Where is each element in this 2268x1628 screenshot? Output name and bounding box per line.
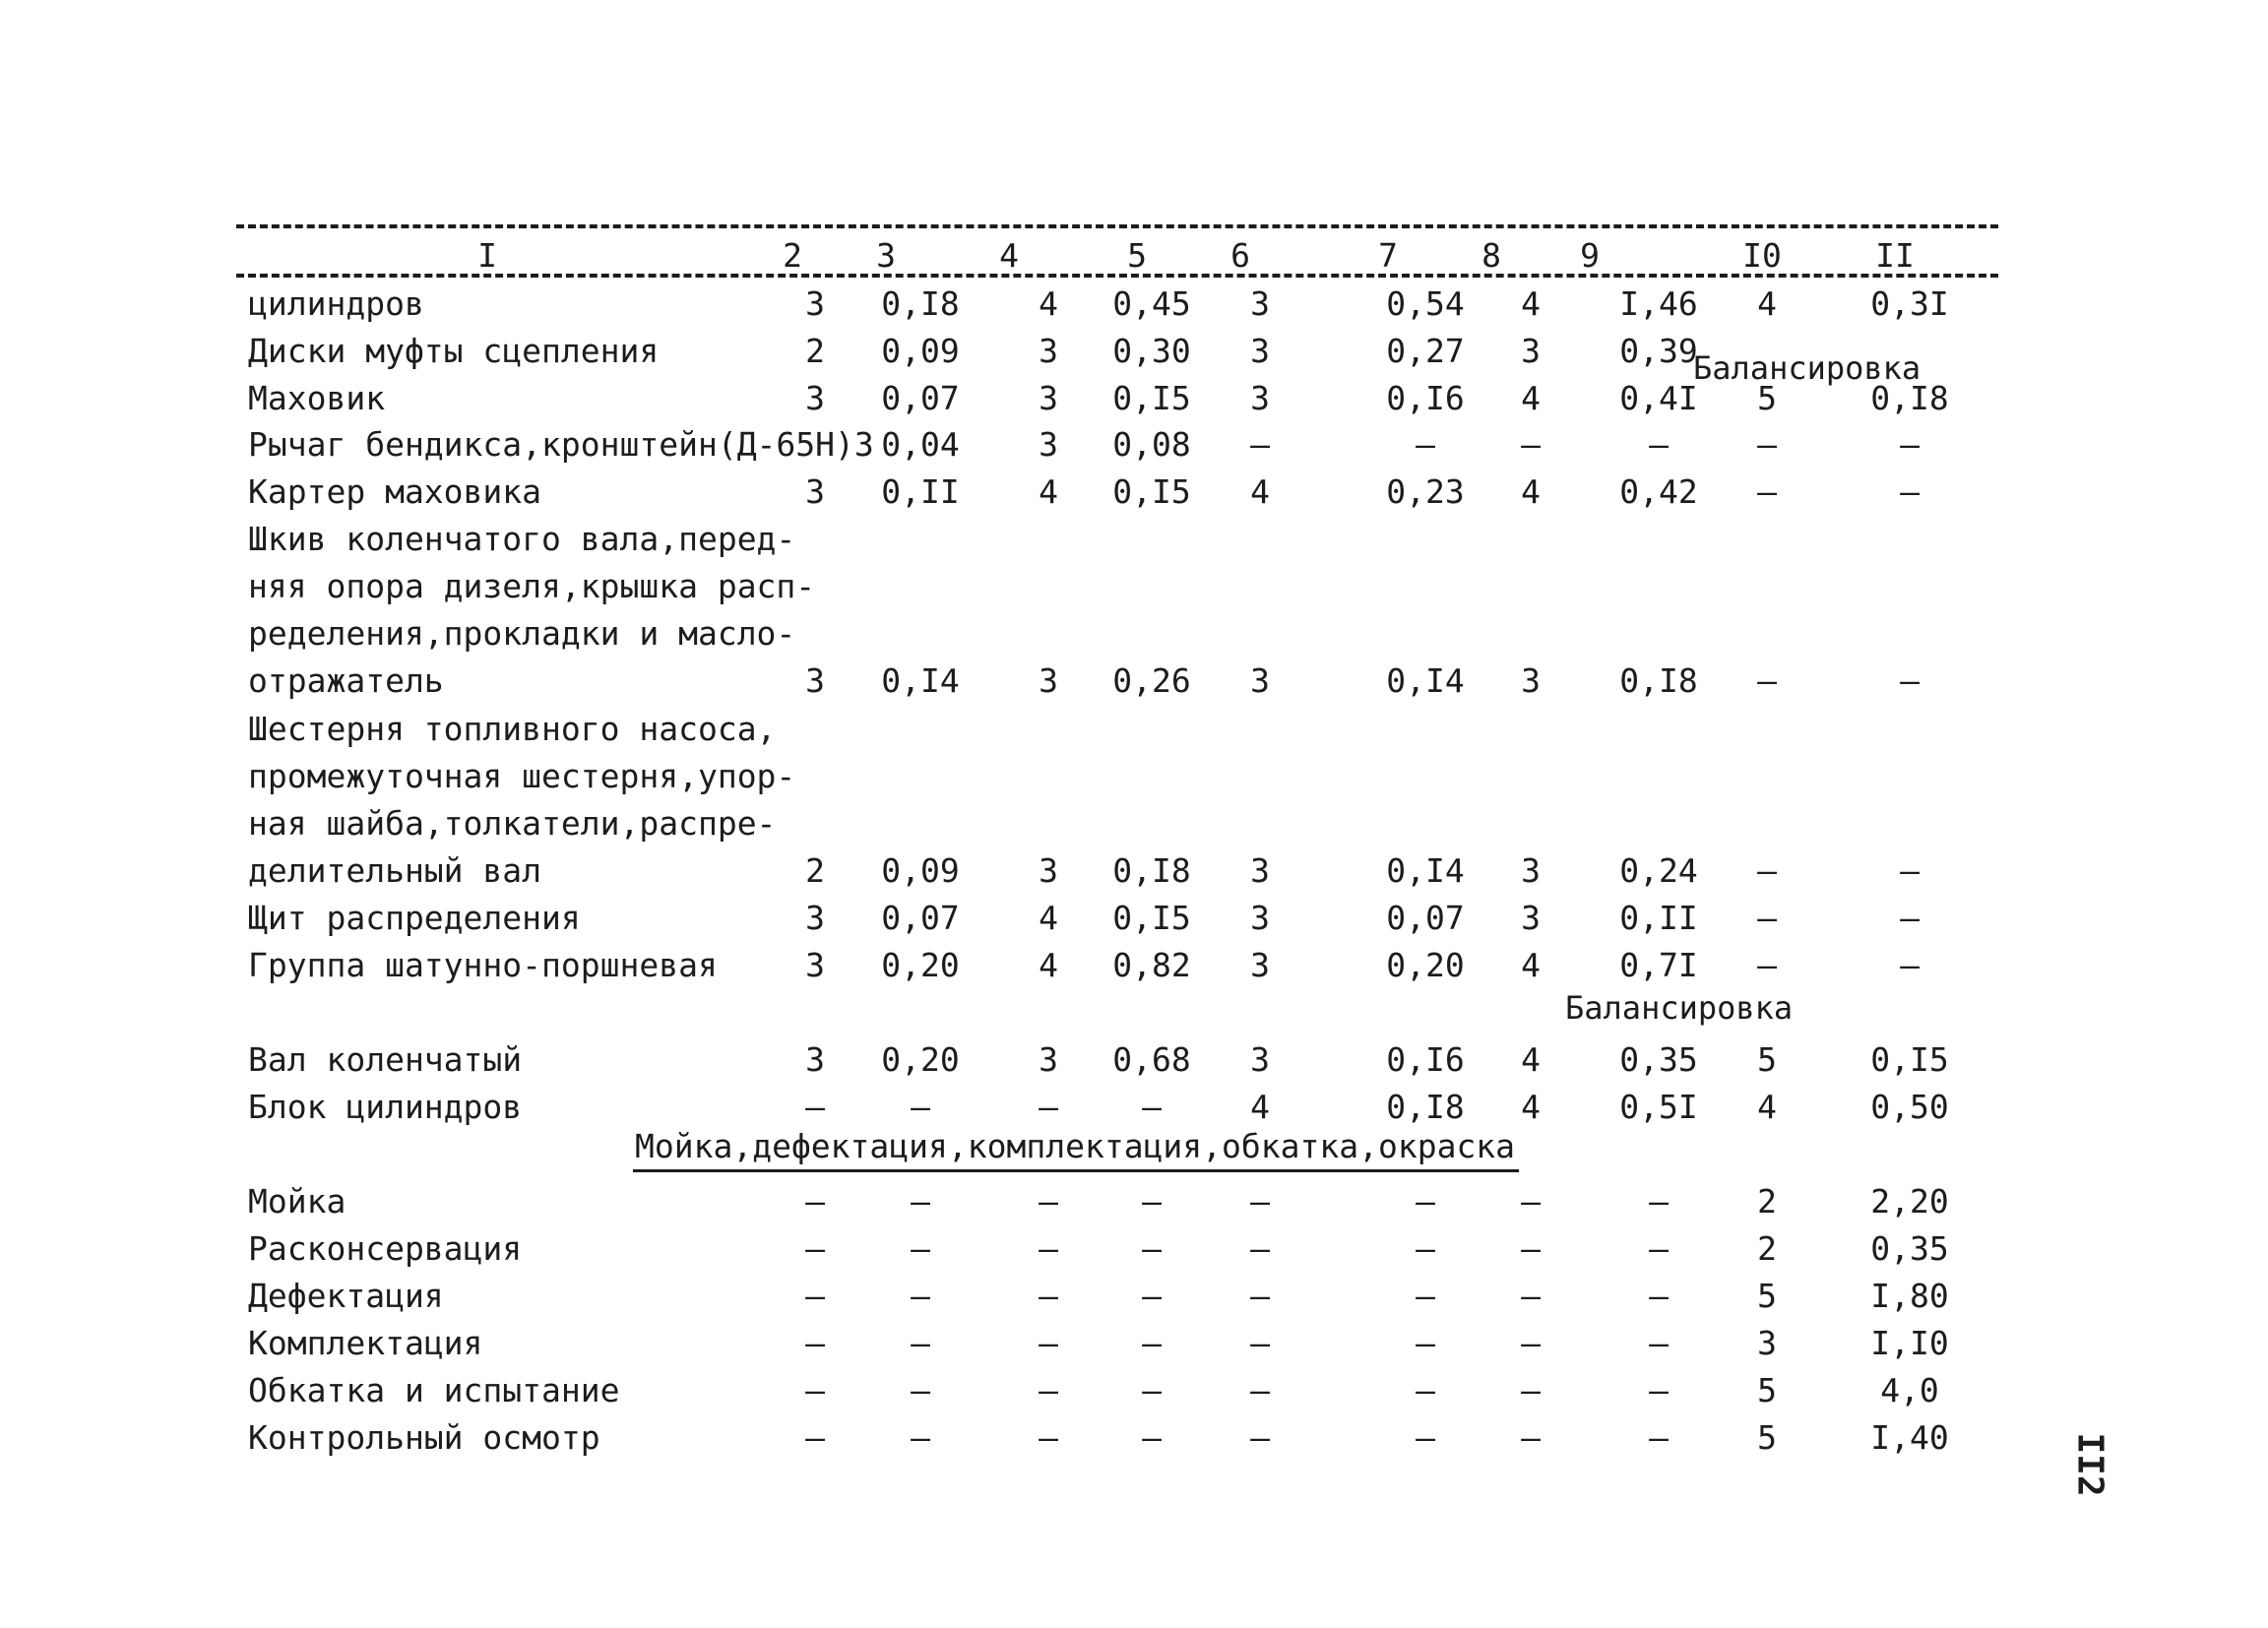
table-cell: 3 [805, 472, 825, 511]
table-cell: 4 [1250, 1088, 1270, 1126]
table-cell: 3 [1039, 425, 1058, 464]
table-cell: I,46 [1619, 284, 1698, 323]
table-cell: – [1250, 1229, 1270, 1268]
table-cell: 0,07 [881, 379, 960, 417]
table-cell: 0,I4 [881, 661, 960, 700]
table-cell: 0,7I [1619, 946, 1698, 984]
table-cell: 4 [1521, 472, 1541, 511]
table-cell: 3 [1250, 284, 1270, 323]
table-cell: 4 [1757, 1088, 1777, 1126]
table-cell: – [1250, 425, 1270, 464]
table-cell: 4 [1521, 284, 1541, 323]
table-top-rule [236, 224, 1998, 228]
table-cell: 4 [1039, 899, 1058, 937]
table-cell: 3 [1250, 899, 1270, 937]
table-cell: 3 [1039, 332, 1058, 370]
table-cell: – [1416, 1229, 1435, 1268]
table-cell: – [1416, 1371, 1435, 1409]
table-cell: – [1039, 1229, 1058, 1268]
header-bottom-rule [236, 274, 1998, 278]
page-number: II2 [2069, 1432, 2110, 1497]
table-cell: 0,68 [1112, 1040, 1191, 1079]
table-cell: 2 [805, 332, 825, 370]
table-cell: 0,45 [1112, 284, 1191, 323]
table-cell: – [1521, 1182, 1541, 1221]
table-cell: 0,20 [1386, 946, 1465, 984]
table-cell: 0,II [1619, 899, 1698, 937]
table-cell: – [1416, 1277, 1435, 1315]
table-cell: 0,09 [881, 332, 960, 370]
table-cell: 3 [805, 661, 825, 700]
row-label: Вал коленчатый [248, 1040, 523, 1079]
table-cell: 3 [1521, 661, 1541, 700]
table-cell: 0,3I [1870, 284, 1949, 323]
table-cell: 3 [1039, 851, 1058, 890]
table-cell: 0,4I [1619, 379, 1698, 417]
table-cell: – [1521, 425, 1541, 464]
table-cell: – [1900, 472, 1920, 511]
table-cell: – [1757, 946, 1777, 984]
table-cell: 0,20 [881, 1040, 960, 1079]
table-cell: 3 [1250, 661, 1270, 700]
table-cell: 3 [1757, 1324, 1777, 1362]
table-cell: – [1900, 851, 1920, 890]
table-cell: 0,I4 [1386, 851, 1465, 890]
table-cell: 3 [1039, 1040, 1058, 1079]
table-cell: 0,I5 [1112, 899, 1191, 937]
table-cell: 0,39 [1619, 332, 1698, 370]
table-cell: – [1521, 1371, 1541, 1409]
table-cell: 3 [1039, 379, 1058, 417]
table-cell: 2 [1757, 1182, 1777, 1221]
table-cell: 5 [1757, 1418, 1777, 1457]
table-cell: – [911, 1418, 930, 1457]
table-cell: – [1142, 1418, 1162, 1457]
table-cell: 5 [1757, 1277, 1777, 1315]
table-cell: – [1649, 425, 1669, 464]
table-cell: – [911, 1371, 930, 1409]
row-label: Контрольный осмотр [248, 1418, 600, 1457]
table-cell: – [805, 1229, 825, 1268]
table-cell: – [1757, 425, 1777, 464]
table-cell: – [1757, 472, 1777, 511]
table-cell: 3 [1521, 851, 1541, 890]
row-label: Маховик [248, 379, 386, 417]
table-cell: 4,0 [1880, 1371, 1939, 1409]
table-cell: 4 [1757, 284, 1777, 323]
table-cell: – [1521, 1229, 1541, 1268]
table-cell: – [1649, 1418, 1669, 1457]
table-cell: 3 [1250, 946, 1270, 984]
table-cell: 3 [805, 899, 825, 937]
header-cell: II [1875, 236, 1915, 275]
table-cell: 0,24 [1619, 851, 1698, 890]
header-cell: I [477, 236, 497, 275]
table-cell: 0,I4 [1386, 661, 1465, 700]
row-label: Щит распределения [248, 899, 581, 937]
table-cell: 0,50 [1870, 1088, 1949, 1126]
table-cell: 0,20 [881, 946, 960, 984]
row-label: промежуточная шестерня,упор- [248, 757, 796, 795]
table-cell: – [1521, 1324, 1541, 1362]
table-cell: 0,35 [1870, 1229, 1949, 1268]
table-cell: – [1039, 1418, 1058, 1457]
table-cell: – [1900, 425, 1920, 464]
table-cell: – [1757, 899, 1777, 937]
table-cell: – [1416, 1324, 1435, 1362]
table-cell: 0,35 [1619, 1040, 1698, 1079]
row-label: цилиндров [248, 284, 424, 323]
table-cell: – [1649, 1277, 1669, 1315]
table-cell: – [1649, 1324, 1669, 1362]
table-cell: – [1039, 1277, 1058, 1315]
header-cell: 9 [1580, 236, 1600, 275]
table-cell: – [911, 1229, 930, 1268]
table-cell: – [1416, 1418, 1435, 1457]
table-cell: – [911, 1182, 930, 1221]
table-cell: 0,07 [881, 899, 960, 937]
table-cell: – [1649, 1182, 1669, 1221]
table-cell: – [1039, 1088, 1058, 1126]
table-cell: 0,I6 [1386, 379, 1465, 417]
table-cell: – [1900, 946, 1920, 984]
table-cell: – [1142, 1088, 1162, 1126]
table-cell: 0,5I [1619, 1088, 1698, 1126]
table-cell: – [911, 1277, 930, 1315]
table-cell: 5 [1757, 1040, 1777, 1079]
table-cell: – [1039, 1182, 1058, 1221]
balancing-note: Балансировка [1565, 989, 1794, 1027]
table-cell: 4 [1039, 472, 1058, 511]
table-cell: – [1142, 1229, 1162, 1268]
table-cell: – [805, 1371, 825, 1409]
row-label: Диски муфты сцепления [248, 332, 660, 370]
row-label: Расконсервация [248, 1229, 523, 1268]
table-cell: – [1416, 1182, 1435, 1221]
table-cell: – [1649, 1371, 1669, 1409]
table-cell: 4 [1521, 946, 1541, 984]
table-cell: 2,20 [1870, 1182, 1949, 1221]
row-label: Комплектация [248, 1324, 483, 1362]
row-label: ределения,прокладки и масло- [248, 614, 796, 653]
table-cell: 0,I8 [1870, 379, 1949, 417]
table-cell: 0,I8 [1386, 1088, 1465, 1126]
table-cell: 0,I5 [1112, 472, 1191, 511]
table-cell: – [1142, 1277, 1162, 1315]
header-cell: 3 [876, 236, 896, 275]
table-cell: – [911, 1088, 930, 1126]
header-cell: 8 [1481, 236, 1501, 275]
header-cell: 4 [999, 236, 1019, 275]
table-cell: 5 [1757, 1371, 1777, 1409]
header-cell: 6 [1230, 236, 1250, 275]
header-cell: I0 [1742, 236, 1782, 275]
table-cell: 2 [1757, 1229, 1777, 1268]
table-cell: 3 [1250, 1040, 1270, 1079]
table-cell: I,80 [1870, 1277, 1949, 1315]
table-cell: 0,I8 [1112, 851, 1191, 890]
table-cell: 3 [1521, 332, 1541, 370]
table-cell: – [1757, 661, 1777, 700]
table-cell: 0,I5 [1112, 379, 1191, 417]
table-cell: 0,08 [1112, 425, 1191, 464]
table-cell: 0,I8 [881, 284, 960, 323]
balancing-note: Балансировка [1693, 349, 1922, 387]
table-cell: – [1250, 1418, 1270, 1457]
row-label: делительный вал [248, 851, 542, 890]
row-label: Дефектация [248, 1277, 444, 1315]
section-heading-underline [633, 1169, 1519, 1172]
table-cell: 3 [805, 1040, 825, 1079]
table-cell: 0,26 [1112, 661, 1191, 700]
row-label: Шестерня топливного насоса, [248, 710, 777, 748]
table-cell: – [911, 1324, 930, 1362]
row-label: Рычаг бендикса,кронштейн(Д-65Н)3 [248, 425, 874, 464]
table-cell: 4 [1521, 379, 1541, 417]
table-cell: 4 [1039, 946, 1058, 984]
table-cell: – [1900, 899, 1920, 937]
table-cell: – [1757, 851, 1777, 890]
table-cell: 3 [1250, 379, 1270, 417]
table-cell: 0,I5 [1870, 1040, 1949, 1079]
table-cell: 3 [1250, 332, 1270, 370]
row-label: Группа шатунно-поршневая [248, 946, 718, 984]
table-cell: 3 [805, 284, 825, 323]
table-cell: 2 [805, 851, 825, 890]
table-cell: 4 [1521, 1088, 1541, 1126]
table-cell: – [805, 1182, 825, 1221]
table-cell: 3 [805, 379, 825, 417]
table-cell: – [805, 1324, 825, 1362]
table-cell: 0,30 [1112, 332, 1191, 370]
header-cell: 2 [783, 236, 802, 275]
table-cell: 0,I6 [1386, 1040, 1465, 1079]
table-cell: 4 [1039, 284, 1058, 323]
table-cell: 0,I8 [1619, 661, 1698, 700]
table-cell: – [1250, 1324, 1270, 1362]
table-cell: 0,27 [1386, 332, 1465, 370]
table-cell: 0,II [881, 472, 960, 511]
table-cell: – [805, 1088, 825, 1126]
header-cell: 5 [1127, 236, 1147, 275]
table-cell: 0,23 [1386, 472, 1465, 511]
table-cell: 0,04 [881, 425, 960, 464]
table-cell: 0,07 [1386, 899, 1465, 937]
table-cell: 3 [1521, 899, 1541, 937]
table-cell: – [1416, 425, 1435, 464]
table-cell: – [1250, 1182, 1270, 1221]
row-label: Шкив коленчатого вала,перед- [248, 520, 796, 558]
table-cell: 0,82 [1112, 946, 1191, 984]
header-cell: 7 [1378, 236, 1398, 275]
table-cell: 4 [1521, 1040, 1541, 1079]
table-cell: 5 [1757, 379, 1777, 417]
table-cell: – [805, 1277, 825, 1315]
row-label: Мойка [248, 1182, 346, 1221]
table-cell: 4 [1250, 472, 1270, 511]
section-heading: Мойка,дефектация,комплектация,обкатка,окраска [635, 1127, 1516, 1165]
row-label: Обкатка и испытание [248, 1371, 620, 1409]
table-cell: I,40 [1870, 1418, 1949, 1457]
table-cell: – [1039, 1324, 1058, 1362]
table-cell: – [1649, 1229, 1669, 1268]
table-cell: 0,54 [1386, 284, 1465, 323]
table-cell: 0,09 [881, 851, 960, 890]
table-cell: – [1521, 1277, 1541, 1315]
table-cell: – [1521, 1418, 1541, 1457]
row-label: ная шайба,толкатели,распре- [248, 804, 777, 843]
table-cell: – [1142, 1324, 1162, 1362]
row-label: няя опора дизеля,крышка расп- [248, 567, 816, 605]
table-cell: 3 [805, 946, 825, 984]
row-label: Блок цилиндров [248, 1088, 523, 1126]
row-label: отражатель [248, 661, 444, 700]
table-cell: 0,42 [1619, 472, 1698, 511]
table-cell: – [1900, 661, 1920, 700]
table-cell: 3 [1250, 851, 1270, 890]
row-label: Картер маховика [248, 472, 542, 511]
table-cell: – [1039, 1371, 1058, 1409]
table-cell: – [1250, 1371, 1270, 1409]
table-cell: I,I0 [1870, 1324, 1949, 1362]
table-cell: – [1142, 1371, 1162, 1409]
table-cell: 3 [1039, 661, 1058, 700]
table-cell: – [1250, 1277, 1270, 1315]
table-cell: – [805, 1418, 825, 1457]
table-cell: – [1142, 1182, 1162, 1221]
